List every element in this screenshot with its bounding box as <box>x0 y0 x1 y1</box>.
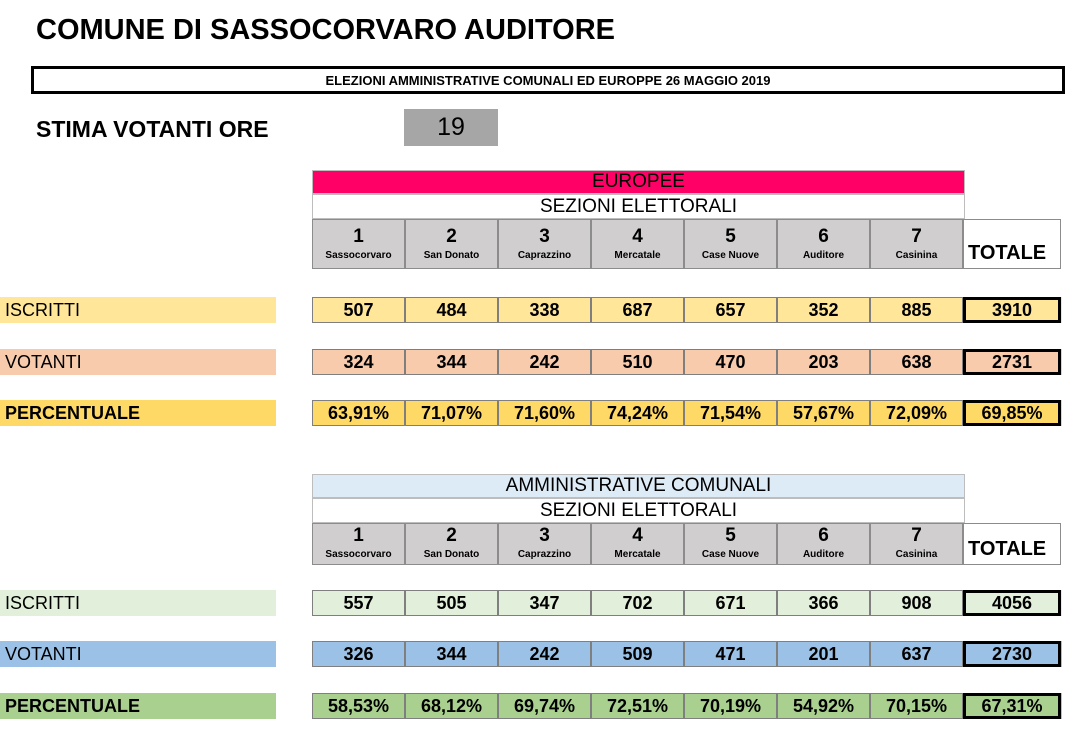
table-cell: 68,12% <box>405 693 498 719</box>
table-cell: 71,07% <box>405 400 498 426</box>
section-column-header: 3 Caprazzino <box>498 219 591 269</box>
section-column-header: 4 Mercatale <box>591 219 684 269</box>
section-column-header: 7 Casinina <box>870 523 963 565</box>
table-cell: 471 <box>684 641 777 667</box>
table-cell: 687 <box>591 297 684 323</box>
total-column-header: TOTALE <box>963 523 1061 565</box>
section-column-header: 3 Caprazzino <box>498 523 591 565</box>
section-column-header: 6 Auditore <box>777 523 870 565</box>
stima-votanti-hour: 19 <box>404 109 498 146</box>
europee-percentuale-row <box>312 400 1062 426</box>
total-cell: 3910 <box>963 297 1061 323</box>
comunali-iscritti-label: ISCRITTI <box>0 590 276 616</box>
section-column-header: 2 San Donato <box>405 219 498 269</box>
europee-header-row <box>312 219 1062 269</box>
table-cell: 242 <box>498 349 591 375</box>
table-cell: 71,54% <box>684 400 777 426</box>
europee-votanti-label: VOTANTI <box>0 349 276 375</box>
europee-iscritti-row <box>312 297 1062 323</box>
table-cell: 509 <box>591 641 684 667</box>
election-subtitle: ELEZIONI AMMINISTRATIVE COMUNALI ED EUROPPE 26 MAGGIO 2019 <box>31 66 1065 94</box>
table-cell: 702 <box>591 590 684 616</box>
europee-votanti-row <box>312 349 1062 375</box>
section-column-header: 5 Case Nuove <box>684 523 777 565</box>
comunali-percentuale-label: PERCENTUALE <box>0 693 276 719</box>
table-cell: 908 <box>870 590 963 616</box>
section-column-header: 2 San Donato <box>405 523 498 565</box>
europee-iscritti-label: ISCRITTI <box>0 297 276 323</box>
table-cell: 484 <box>405 297 498 323</box>
table-cell: 70,15% <box>870 693 963 719</box>
comunali-band: AMMINISTRATIVE COMUNALI <box>312 474 965 498</box>
table-cell: 366 <box>777 590 870 616</box>
table-cell: 637 <box>870 641 963 667</box>
europee-percentuale-label: PERCENTUALE <box>0 400 276 426</box>
table-cell: 74,24% <box>591 400 684 426</box>
table-cell: 505 <box>405 590 498 616</box>
table-cell: 470 <box>684 349 777 375</box>
table-cell: 671 <box>684 590 777 616</box>
table-cell: 201 <box>777 641 870 667</box>
total-cell: 69,85% <box>963 400 1061 426</box>
section-column-header: 6 Auditore <box>777 219 870 269</box>
comunali-header-row <box>312 523 1062 565</box>
table-cell: 510 <box>591 349 684 375</box>
table-cell: 69,74% <box>498 693 591 719</box>
table-cell: 70,19% <box>684 693 777 719</box>
comunali-percentuale-row <box>312 693 1062 719</box>
table-cell: 63,91% <box>312 400 405 426</box>
comunali-votanti-row <box>312 641 1062 667</box>
table-cell: 57,67% <box>777 400 870 426</box>
table-cell: 657 <box>684 297 777 323</box>
table-cell: 203 <box>777 349 870 375</box>
table-cell: 352 <box>777 297 870 323</box>
table-cell: 344 <box>405 349 498 375</box>
total-column-header: TOTALE <box>963 219 1061 269</box>
comunali-sezioni-label: SEZIONI ELETTORALI <box>312 498 965 523</box>
comunali-votanti-label: VOTANTI <box>0 641 276 667</box>
table-cell: 507 <box>312 297 405 323</box>
section-column-header: 1 Sassocorvaro <box>312 219 405 269</box>
total-cell: 2731 <box>963 349 1061 375</box>
table-cell: 885 <box>870 297 963 323</box>
europee-sezioni-label: SEZIONI ELETTORALI <box>312 194 965 219</box>
table-cell: 324 <box>312 349 405 375</box>
section-column-header: 1 Sassocorvaro <box>312 523 405 565</box>
table-cell: 338 <box>498 297 591 323</box>
table-cell: 58,53% <box>312 693 405 719</box>
section-column-header: 4 Mercatale <box>591 523 684 565</box>
total-cell: 4056 <box>963 590 1061 616</box>
table-cell: 72,51% <box>591 693 684 719</box>
comunali-iscritti-row <box>312 590 1062 616</box>
table-cell: 71,60% <box>498 400 591 426</box>
europee-band: EUROPEE <box>312 170 965 194</box>
section-column-header: 5 Case Nuove <box>684 219 777 269</box>
table-cell: 638 <box>870 349 963 375</box>
table-cell: 242 <box>498 641 591 667</box>
total-cell: 2730 <box>963 641 1061 667</box>
table-cell: 72,09% <box>870 400 963 426</box>
table-cell: 347 <box>498 590 591 616</box>
table-cell: 54,92% <box>777 693 870 719</box>
table-cell: 344 <box>405 641 498 667</box>
stima-votanti-label: STIMA VOTANTI ORE <box>36 116 269 142</box>
page-title: COMUNE DI SASSOCORVARO AUDITORE <box>36 14 615 46</box>
total-cell: 67,31% <box>963 693 1061 719</box>
table-cell: 326 <box>312 641 405 667</box>
table-cell: 557 <box>312 590 405 616</box>
section-column-header: 7 Casinina <box>870 219 963 269</box>
